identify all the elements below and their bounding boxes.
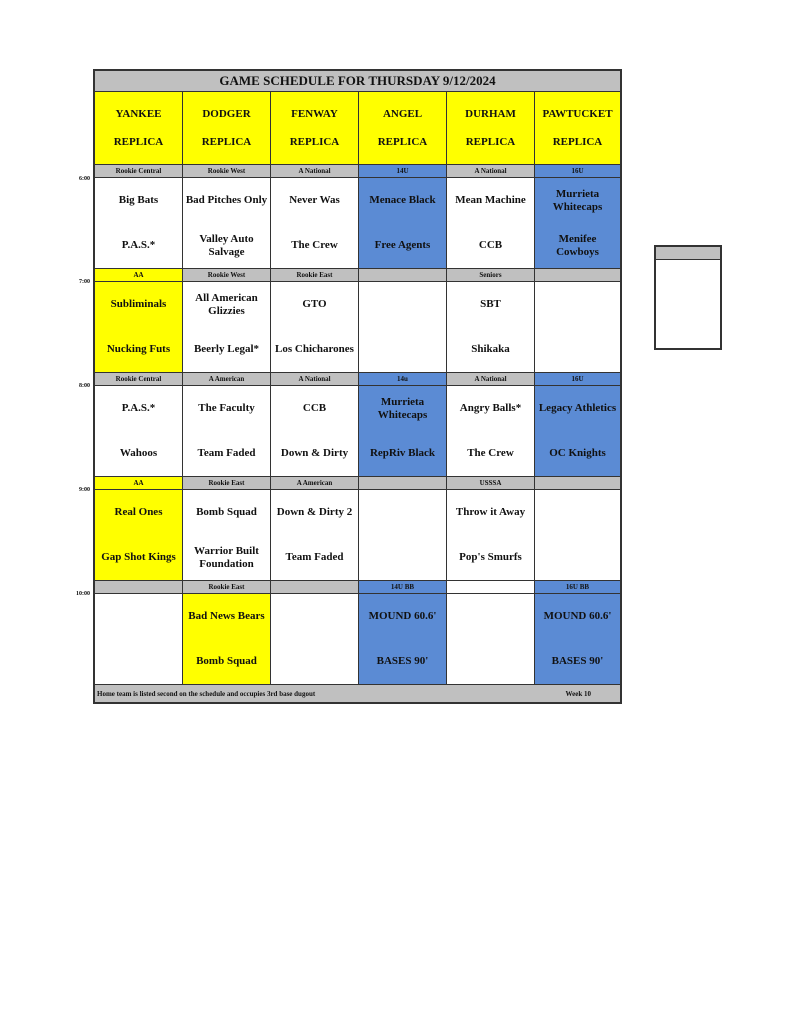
game-cell xyxy=(359,282,447,372)
home-team: Team Faded xyxy=(197,447,256,459)
time-label: 7:00 xyxy=(79,279,90,285)
game-cell xyxy=(95,490,183,580)
game-cell xyxy=(447,594,535,684)
week-label: Week 10 xyxy=(565,689,591,698)
away-team: The Faculty xyxy=(198,402,255,414)
game-cell xyxy=(359,386,447,476)
away-team xyxy=(271,594,358,639)
home-team: BASES 90' xyxy=(551,655,604,667)
away-team: CCB xyxy=(302,402,327,414)
field-sub: REPLICA xyxy=(201,136,252,148)
division-label: A National xyxy=(447,373,535,385)
field-header xyxy=(95,92,183,164)
game-cell xyxy=(359,594,447,684)
game-cell xyxy=(95,594,183,684)
field-sub: REPLICA xyxy=(377,136,428,148)
home-team: RepRiv Black xyxy=(369,447,436,459)
home-team: CCB xyxy=(478,239,503,251)
side-box xyxy=(654,245,722,350)
home-team: Valley Auto Salvage xyxy=(199,232,254,258)
away-team: Mean Machine xyxy=(455,194,526,206)
division-label xyxy=(271,581,359,593)
division-label: Rookie Central xyxy=(95,165,183,177)
schedule-footer xyxy=(95,685,620,702)
away-team: Bomb Squad xyxy=(196,506,257,518)
away-team: Big Bats xyxy=(118,194,159,206)
games-row xyxy=(95,282,620,373)
field-header xyxy=(183,92,271,164)
away-team: Legacy Athletics xyxy=(538,402,617,414)
home-team: Los Chicharones xyxy=(275,343,354,355)
field-name: DURHAM xyxy=(465,108,516,120)
home-team: Shikaka xyxy=(471,343,510,355)
schedule-table xyxy=(93,69,622,704)
home-team: Beerly Legal* xyxy=(193,343,260,355)
division-label: Seniors xyxy=(447,269,535,281)
game-cell xyxy=(183,594,271,684)
away-team: Angry Balls* xyxy=(459,402,522,414)
away-team: Bad News Bears xyxy=(188,610,265,622)
time-label: 6:00 xyxy=(79,176,90,182)
division-label: 16U xyxy=(535,373,620,385)
away-team: Real Ones xyxy=(114,506,163,518)
away-team: Never Was xyxy=(289,194,340,206)
division-row xyxy=(95,269,620,282)
division-label: Rookie Central xyxy=(95,373,183,385)
home-team xyxy=(359,327,446,372)
game-cell xyxy=(447,178,535,268)
field-name: PAWTUCKET xyxy=(542,108,613,120)
division-label: Rookie East xyxy=(183,581,271,593)
division-label: 14u xyxy=(359,373,447,385)
away-team: MOUND 60.6' xyxy=(368,610,437,622)
division-label: A American xyxy=(271,477,359,489)
division-label xyxy=(447,581,535,593)
home-team: P.A.S.* xyxy=(121,239,156,251)
games-row xyxy=(95,490,620,581)
games-row xyxy=(95,178,620,269)
game-cell xyxy=(535,282,620,372)
game-cell xyxy=(271,386,359,476)
division-label: A National xyxy=(447,165,535,177)
division-label: Rookie West xyxy=(183,165,271,177)
game-cell xyxy=(183,178,271,268)
division-row xyxy=(95,477,620,490)
division-label: 16U BB xyxy=(535,581,620,593)
home-team xyxy=(271,639,358,684)
game-cell xyxy=(535,178,620,268)
division-label xyxy=(535,269,620,281)
away-team: SBT xyxy=(480,298,501,310)
home-team: Gap Shot Kings xyxy=(101,551,176,563)
game-cell xyxy=(95,386,183,476)
away-team: Murrieta Whitecaps xyxy=(552,187,603,213)
field-name: DODGER xyxy=(202,108,251,120)
division-row xyxy=(95,373,620,386)
division-label: 14U xyxy=(359,165,447,177)
game-cell xyxy=(535,594,620,684)
division-label xyxy=(359,477,447,489)
division-row xyxy=(95,165,620,178)
home-team: BASES 90' xyxy=(376,655,429,667)
division-label: 14U BB xyxy=(359,581,447,593)
away-team xyxy=(535,490,620,535)
away-team: P.A.S.* xyxy=(121,402,156,414)
division-label: Rookie East xyxy=(183,477,271,489)
field-header xyxy=(535,92,620,164)
time-label: 9:00 xyxy=(79,487,90,493)
field-header xyxy=(359,92,447,164)
division-row xyxy=(95,581,620,594)
home-team: OC Knights xyxy=(549,447,606,459)
division-label: Rookie West xyxy=(183,269,271,281)
away-team: Subliminals xyxy=(110,298,167,310)
game-cell xyxy=(535,490,620,580)
side-box-header xyxy=(656,247,720,260)
footer-note: Home team is listed second on the schedule and occupies 3rd base dugout xyxy=(97,689,316,698)
game-cell xyxy=(359,490,447,580)
game-cell xyxy=(447,282,535,372)
away-team xyxy=(447,594,534,639)
field-header xyxy=(271,92,359,164)
away-team: GTO xyxy=(302,298,327,310)
division-label: Rookie East xyxy=(271,269,359,281)
games-row xyxy=(95,594,620,685)
game-cell xyxy=(183,490,271,580)
away-team: MOUND 60.6' xyxy=(543,610,612,622)
division-label xyxy=(95,581,183,593)
division-label: USSSA xyxy=(447,477,535,489)
division-label: A American xyxy=(183,373,271,385)
away-team: Down & Dirty 2 xyxy=(276,506,353,518)
game-cell xyxy=(95,282,183,372)
games-row xyxy=(95,386,620,477)
away-team: Menace Black xyxy=(369,194,436,206)
game-cell xyxy=(447,386,535,476)
field-sub: REPLICA xyxy=(113,136,164,148)
game-cell xyxy=(183,282,271,372)
game-cell xyxy=(271,594,359,684)
home-team: Team Faded xyxy=(285,551,344,563)
field-name: YANKEE xyxy=(115,108,162,120)
home-team: The Crew xyxy=(291,239,338,251)
home-team xyxy=(447,639,534,684)
away-team: Murrieta Whitecaps xyxy=(377,395,428,421)
division-label xyxy=(535,477,620,489)
home-team: Menifee Cowboys xyxy=(556,232,599,258)
home-team: Down & Dirty xyxy=(280,447,349,459)
division-label: AA xyxy=(95,269,183,281)
game-cell xyxy=(535,386,620,476)
home-team: Pop's Smurfs xyxy=(459,551,522,563)
home-team xyxy=(95,639,182,684)
division-label: A National xyxy=(271,165,359,177)
away-team xyxy=(95,594,182,639)
home-team: Warrior Built Foundation xyxy=(194,544,259,570)
away-team: All American Glizzies xyxy=(195,291,258,317)
game-cell xyxy=(271,178,359,268)
home-team: Free Agents xyxy=(374,239,431,251)
field-sub: REPLICA xyxy=(465,136,516,148)
field-sub: REPLICA xyxy=(289,136,340,148)
field-sub: REPLICA xyxy=(552,136,603,148)
home-team: Wahoos xyxy=(119,447,158,459)
schedule-title: GAME SCHEDULE FOR THURSDAY 9/12/2024 xyxy=(95,71,620,92)
field-header-row xyxy=(95,92,620,165)
time-label: 10:00 xyxy=(76,591,90,597)
away-team xyxy=(535,282,620,327)
home-team xyxy=(535,327,620,372)
away-team xyxy=(359,490,446,535)
home-team: Bomb Squad xyxy=(196,655,257,667)
field-name: ANGEL xyxy=(382,108,423,120)
home-team: Nucking Futs xyxy=(106,343,171,355)
away-team xyxy=(359,282,446,327)
game-cell xyxy=(271,282,359,372)
division-label: AA xyxy=(95,477,183,489)
away-team: Throw it Away xyxy=(455,506,526,518)
home-team xyxy=(535,535,620,580)
away-team: Bad Pitches Only xyxy=(185,194,268,206)
game-cell xyxy=(271,490,359,580)
division-label xyxy=(359,269,447,281)
game-cell xyxy=(95,178,183,268)
division-label: A National xyxy=(271,373,359,385)
field-name: FENWAY xyxy=(291,108,338,120)
game-cell xyxy=(447,490,535,580)
division-label: 16U xyxy=(535,165,620,177)
game-cell xyxy=(183,386,271,476)
home-team: The Crew xyxy=(467,447,514,459)
time-label: 8:00 xyxy=(79,383,90,389)
game-cell xyxy=(359,178,447,268)
field-header xyxy=(447,92,535,164)
home-team xyxy=(359,535,446,580)
